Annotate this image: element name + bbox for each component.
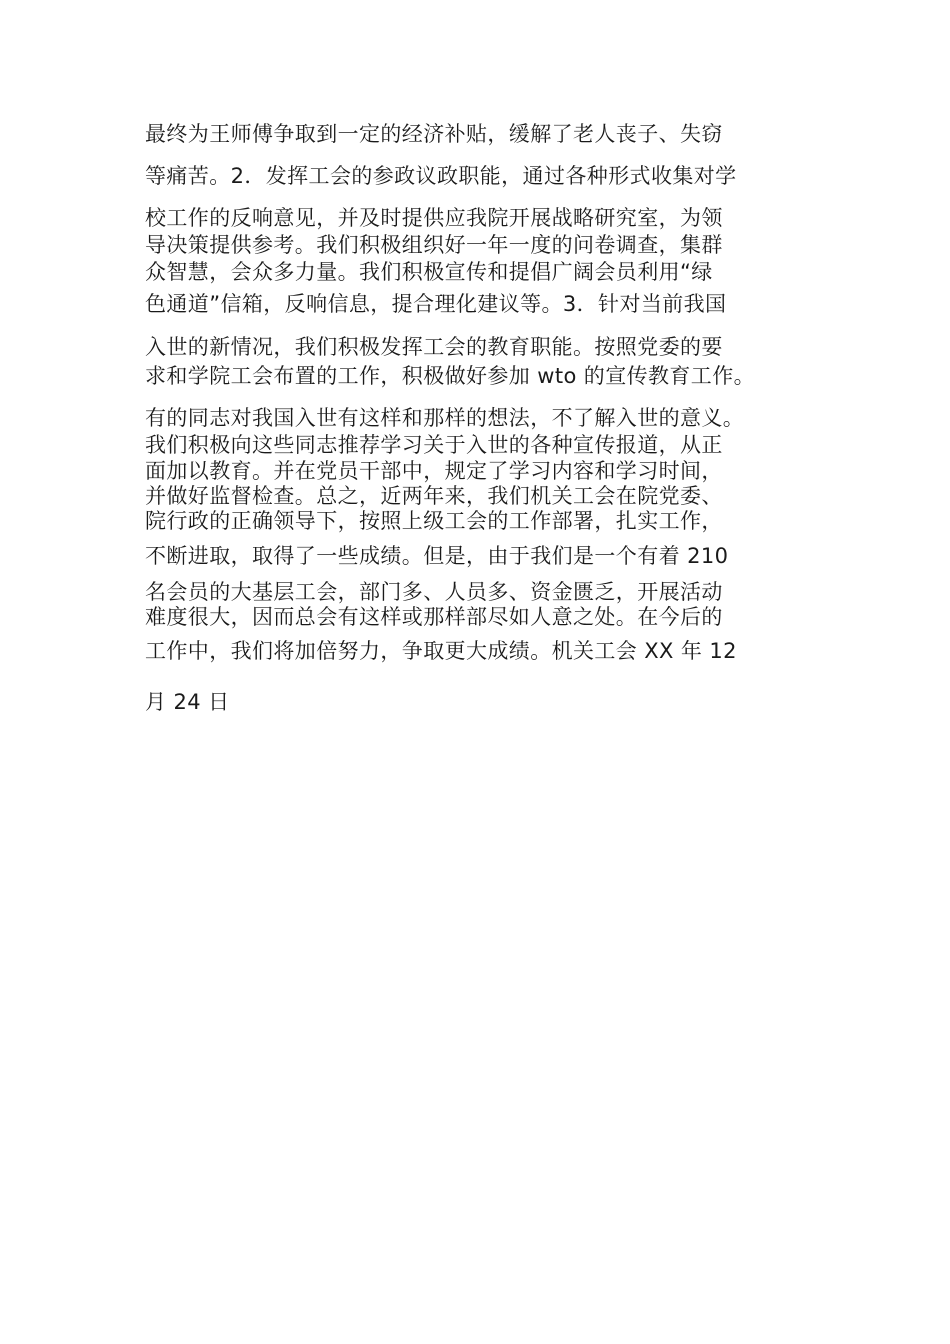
- text-line-1: 最终为王师傅争取到一定的经济补贴，缓解了老人丧子、失窃: [145, 122, 723, 146]
- text-line-13: 院行政的正确领导下，按照上级工会的工作部署，扎实工作，: [145, 509, 723, 533]
- text-line-8: 求和学院工会布置的工作，积极做好参加 wto 的宣传教育工作。: [145, 364, 756, 388]
- text-line-6: 色通道”信箱，反响信息，提合理化建议等。3．针对当前我国: [145, 292, 727, 316]
- text-line-15: 名会员的大基层工会，部门多、人员多、资金匮乏，开展活动: [145, 580, 723, 604]
- text-line-4: 导决策提供参考。我们积极组织好一年一度的问卷调查，集群: [145, 233, 723, 257]
- text-line-5: 众智慧，会众多力量。我们积极宣传和提倡广阔会员利用“绿: [145, 260, 713, 284]
- text-line-9: 有的同志对我国入世有这样和那样的想法，不了解入世的意义。: [145, 406, 745, 430]
- text-line-11: 面加以教育。并在党员干部中，规定了学习内容和学习时间，: [145, 459, 723, 483]
- text-line-12: 并做好监督检查。总之，近两年来，我们机关工会在院党委、: [145, 484, 723, 508]
- text-line-2: 等痛苦。2．发挥工会的参政议政职能，通过各种形式收集对学: [145, 164, 737, 188]
- text-line-18: 月 24 日: [145, 690, 230, 714]
- text-line-7: 入世的新情况，我们积极发挥工会的教育职能。按照党委的要: [145, 335, 723, 359]
- text-line-14: 不断进取，取得了一些成绩。但是，由于我们是一个有着 210: [145, 544, 729, 568]
- text-line-3: 校工作的反响意见，并及时提供应我院开展战略研究室，为领: [145, 206, 723, 230]
- text-line-17: 工作中，我们将加倍努力，争取更大成绩。机关工会 XX 年 12: [145, 639, 737, 663]
- text-line-10: 我们积极向这些同志推荐学习关于入世的各种宣传报道，从正: [145, 433, 723, 457]
- text-line-16: 难度很大，因而总会有这样或那样部尽如人意之处。在今后的: [145, 605, 723, 629]
